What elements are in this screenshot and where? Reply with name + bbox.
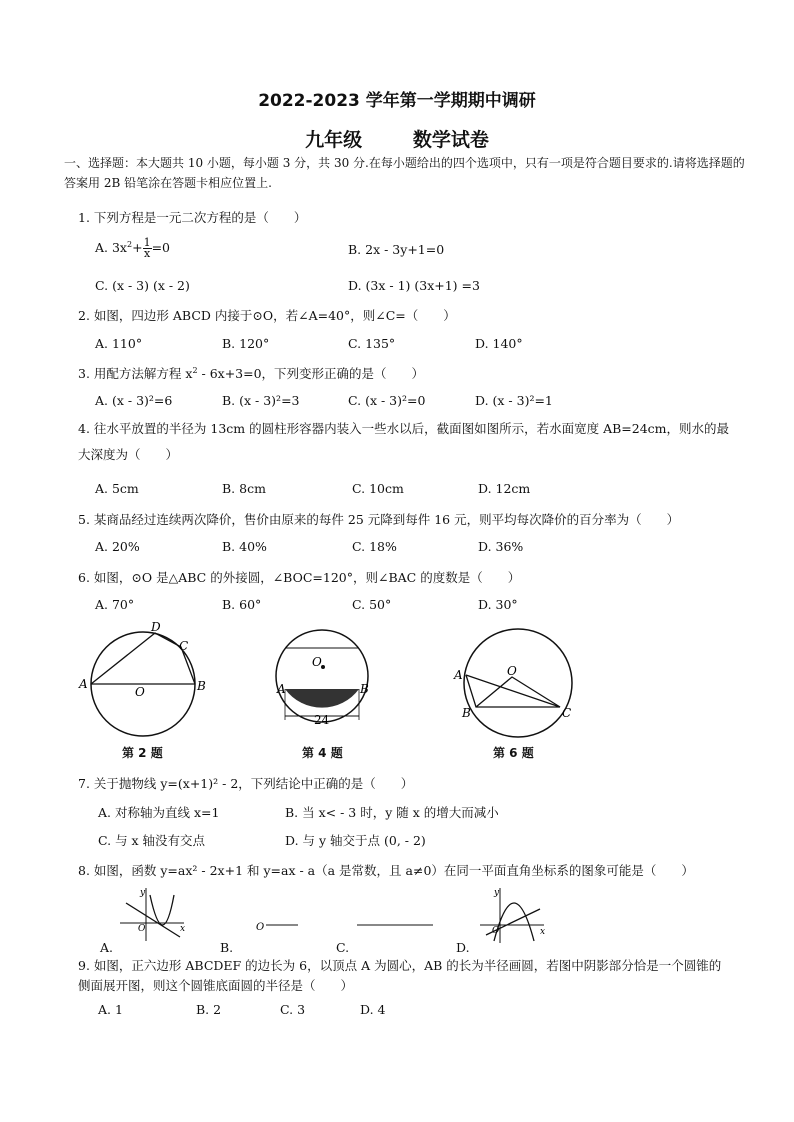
q2-stem: 2. 如图，四边形 ABCD 内接于⊙O，若∠A=40°，则∠C=（ ）: [78, 308, 456, 323]
q1-option-a[interactable]: [95, 238, 170, 259]
exam-subtitle: [0, 125, 794, 152]
q3-stem-pre: 3. 用配方法解方程 x: [78, 366, 193, 381]
q1-a-post: =0: [151, 240, 170, 255]
q8-stem: 8. 如图，函数 y=ax² - 2x+1 和 y=ax - a（a 是常数，且 a≠0）在同一平面直角坐标系的图象可能是（ ）: [78, 863, 694, 878]
q1-a-text: A. 3x: [95, 240, 127, 255]
q3-stem-exp: 2: [192, 365, 198, 375]
fig4-label-a: A: [277, 682, 286, 696]
q5-stem: 5. 某商品经过连续两次降价，售价由原来的每件 25 元降到每件 16 元，则平均每次降价的百分率为（ ）: [78, 512, 680, 527]
q7-option-a[interactable]: A. 对称轴为直线 x=1: [98, 805, 220, 820]
q3-option-d[interactable]: D. (x - 3)²=1: [475, 393, 553, 408]
q8-option-b[interactable]: B.: [220, 940, 234, 955]
fig6-label-b: B: [462, 706, 471, 720]
q9-option-a[interactable]: A. 1: [98, 1002, 123, 1017]
q8d-x-label: x: [540, 927, 546, 937]
q8-graph-a: [118, 885, 188, 945]
q2-option-a[interactable]: A. 110°: [95, 336, 143, 351]
q8d-origin: O: [492, 926, 500, 936]
q7-stem: 7. 关于抛物线 y=(x+1)² - 2，下列结论中正确的是（ ）: [78, 776, 414, 791]
fig6-circle: [464, 629, 572, 737]
q5-option-a[interactable]: A. 20%: [95, 539, 140, 554]
q3-stem-post: - 6x+3=0，下列变形正确的是（ ）: [197, 366, 425, 381]
q8b-origin: O: [256, 922, 265, 933]
fig2-label-b: B: [197, 679, 206, 693]
q6-option-b[interactable]: B. 60°: [222, 597, 262, 612]
q8d-y-label: y: [494, 888, 500, 898]
q1-option-c[interactable]: C. (x - 3) (x - 2): [95, 278, 190, 293]
q3-option-a[interactable]: A. (x - 3)²=6: [95, 393, 173, 408]
fig6-label-o: O: [507, 664, 517, 678]
figure-q2: [75, 618, 215, 740]
q5-option-d[interactable]: D. 36%: [478, 539, 524, 554]
exam-title: 2022-2023 学年第一学期期中调研: [258, 91, 536, 111]
fig6-label-a: A: [454, 668, 463, 682]
q3-option-b[interactable]: B. (x - 3)²=3: [222, 393, 300, 408]
q4-stem: 4. 往水平放置的半径为 13cm 的圆柱形容器内装入一些水以后，截面图如图所示，若水面宽度 AB=24cm，则水的最大深度为（ ）: [78, 421, 730, 462]
q8-option-d[interactable]: D.: [456, 940, 470, 955]
fig2-label-c: C: [179, 639, 189, 653]
q6-option-c[interactable]: C. 50°: [352, 597, 392, 612]
q1-option-d[interactable]: D. (3x - 1) (3x+1) =3: [348, 278, 480, 293]
q7-option-b[interactable]: B. 当 x< - 3 时，y 随 x 的增大而减小: [285, 805, 499, 820]
q8a-y-label: y: [140, 888, 146, 898]
q8-graph-d: [478, 885, 548, 945]
q8-graph-c: [355, 915, 435, 935]
q6-option-d[interactable]: D. 30°: [478, 597, 518, 612]
q7-option-d[interactable]: D. 与 y 轴交于点 (0, - 2): [285, 833, 426, 848]
q4-option-b[interactable]: B. 8cm: [222, 481, 266, 496]
q2-option-c[interactable]: C. 135°: [348, 336, 396, 351]
q1-stem: 1. 下列方程是一元二次方程的是（ ）: [78, 210, 307, 225]
q3-stem: [78, 364, 424, 382]
q9-stem: 9. 如图，正六边形 ABCDEF 的边长为 6，以顶点 A 为圆心，AB 的长为半径画圆，若图中阴影部分恰是一个圆锥的侧面展开图，则这个圆锥底面圆的半径是（ ）: [78, 958, 722, 993]
section-instructions: 一、选择题：本大题共 10 小题，每小题 3 分，共 30 分.在每小题给出的四个选项中，只有一项是符合题目要求的.请将选择题的答案用 2B 铅笔涂在答题卡相应位置上.: [64, 156, 745, 190]
figure-q6-caption: 第 6 题: [493, 746, 534, 760]
fig4-circle: [276, 630, 368, 722]
q8-graph-b: [250, 910, 310, 940]
q1-a-den: x: [143, 247, 151, 260]
q1-option-b[interactable]: B. 2x - 3y+1=0: [348, 242, 445, 257]
q1-a-plus: +: [132, 240, 143, 255]
q9-option-d[interactable]: D. 4: [360, 1002, 386, 1017]
q9-option-c[interactable]: C. 3: [280, 1002, 306, 1017]
q6-stem: 6. 如图，⊙O 是△ABC 的外接圆，∠BOC=120°，则∠BAC 的度数是（ ）: [78, 570, 521, 585]
q8a-x-label: x: [180, 924, 186, 934]
fig2-label-o: O: [135, 685, 145, 699]
figure-q6: [450, 625, 590, 743]
figure-q4-caption: 第 4 题: [302, 746, 343, 760]
q5-option-b[interactable]: B. 40%: [222, 539, 267, 554]
q5-option-c[interactable]: C. 18%: [352, 539, 397, 554]
fig2-label-d: D: [151, 620, 161, 634]
fig6-triangle: [466, 675, 560, 707]
subject-label: 数学试卷: [412, 129, 489, 151]
grade-label: 九年级: [305, 129, 363, 151]
q1-a-fraction: [143, 238, 152, 259]
q9-option-b[interactable]: B. 2: [196, 1002, 222, 1017]
q7-option-c[interactable]: C. 与 x 轴没有交点: [98, 833, 206, 848]
q8-option-c[interactable]: C.: [336, 940, 350, 955]
q4-option-d[interactable]: D. 12cm: [478, 481, 531, 496]
q8-option-a[interactable]: A.: [100, 940, 114, 955]
q1-a-num: 1: [143, 236, 151, 249]
fig6-label-c: C: [562, 706, 572, 720]
q3-option-c[interactable]: C. (x - 3)²=0: [348, 393, 426, 408]
q4-option-a[interactable]: A. 5cm: [95, 481, 139, 496]
fig4-label-b: B: [360, 682, 369, 696]
fig4-width-label: 24: [314, 713, 330, 727]
fig4-label-o: O: [312, 655, 322, 669]
fig2-label-a: A: [79, 677, 88, 691]
figure-q4: [270, 620, 380, 742]
q2-option-b[interactable]: B. 120°: [222, 336, 270, 351]
q8a-origin: O: [138, 924, 146, 934]
q2-option-d[interactable]: D. 140°: [475, 336, 523, 351]
fig4-water: [285, 689, 359, 708]
q1-a-exp: 2: [126, 239, 133, 249]
figure-q2-caption: 第 2 题: [122, 746, 163, 760]
q6-option-a[interactable]: A. 70°: [95, 597, 135, 612]
q4-option-c[interactable]: C. 10cm: [352, 481, 404, 496]
